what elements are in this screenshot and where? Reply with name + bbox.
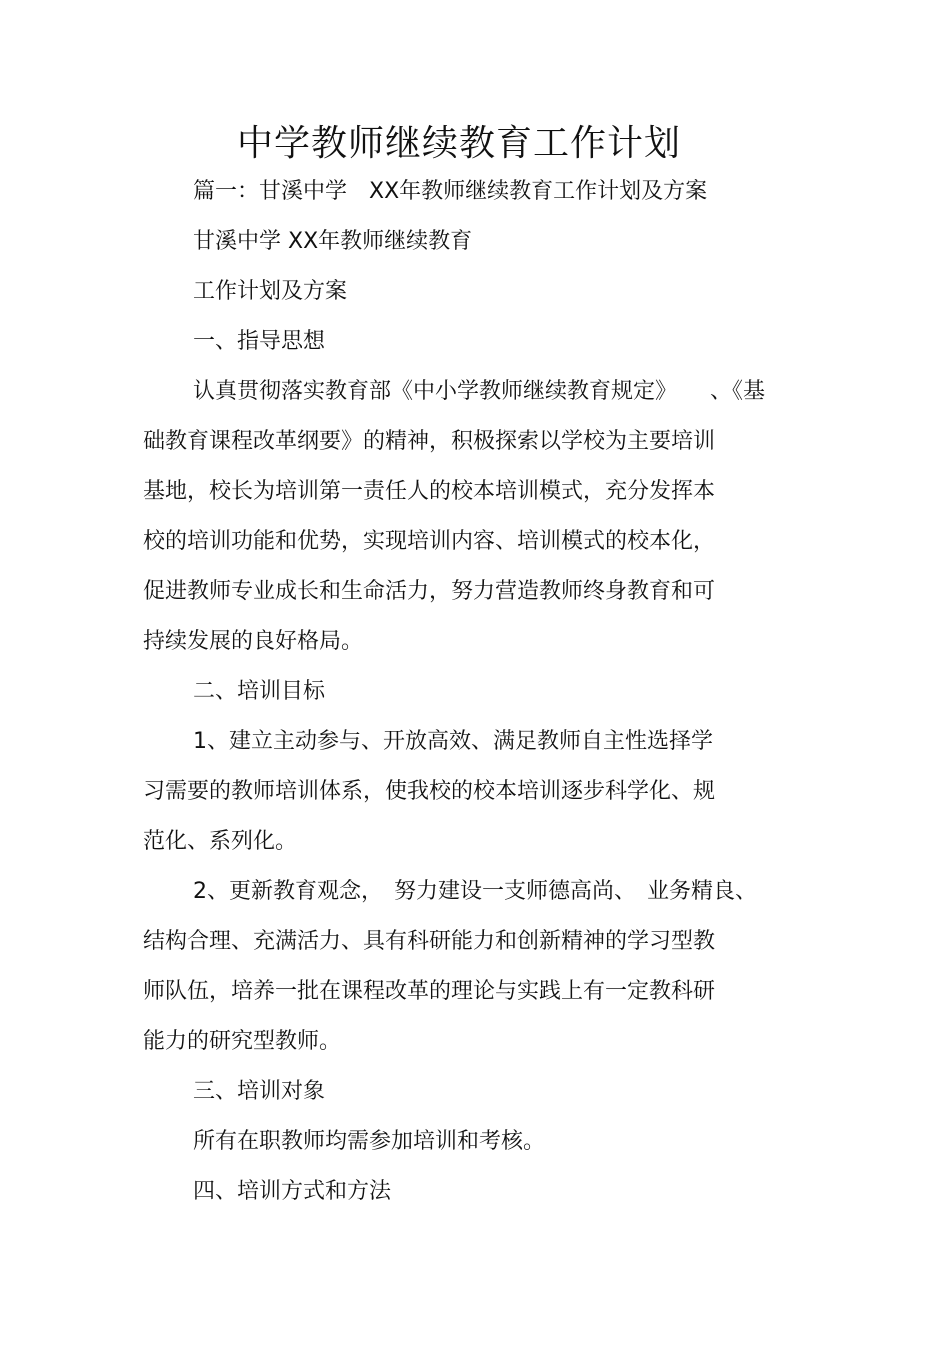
heading-line: 工作计划及方案 [193, 279, 348, 304]
paragraph-line: 基地，校长为培训第一责任人的校本培训模式，充分发挥本 [143, 479, 716, 504]
paragraph-line: 校的培训功能和优势，实现培训内容、培训模式的校本化， [143, 529, 716, 554]
section-heading: 二、培训目标 [193, 679, 326, 704]
paragraph-line: 认真贯彻落实教育部《中小学教师继续教育规定》 、《基 [193, 379, 766, 404]
paragraph-line: 所有在职教师均需参加培训和考核。 [193, 1129, 546, 1154]
paragraph-line: 结构合理、充满活力、具有科研能力和创新精神的学习型教 [143, 929, 716, 954]
paragraph-line: 习需要的教师培训体系，使我校的校本培训逐步科学化、规 [143, 779, 716, 804]
paragraph-line: 2、更新教育观念， 努力建设一支师德高尚、 业务精良、 [193, 879, 757, 904]
paragraph-line: 能力的研究型教师。 [143, 1029, 342, 1054]
paragraph-line: 础教育课程改革纲要》的精神，积极探索以学校为主要培训 [143, 429, 716, 454]
paragraph-line: 促进教师专业成长和生命活力，努力营造教师终身教育和可 [143, 579, 716, 604]
section-heading: 三、培训对象 [193, 1079, 326, 1104]
paragraph-line: 持续发展的良好格局。 [143, 629, 364, 654]
paragraph-line: 1、建立主动参与、开放高效、满足教师自主性选择学 [193, 729, 713, 754]
document-title: 中学教师继续教育工作计划 [236, 123, 681, 164]
paragraph-line: 师队伍，培养一批在课程改革的理论与实践上有一定教科研 [143, 979, 716, 1004]
section-heading: 四、培训方式和方法 [193, 1179, 392, 1204]
section-heading: 一、指导思想 [193, 329, 326, 354]
paragraph-line: 范化、系列化。 [143, 829, 298, 854]
heading-line: 甘溪中学 XX年教师继续教育 [193, 229, 473, 254]
subtitle-line: 篇一：甘溪中学 XX年教师继续教育工作计划及方案 [193, 179, 708, 204]
